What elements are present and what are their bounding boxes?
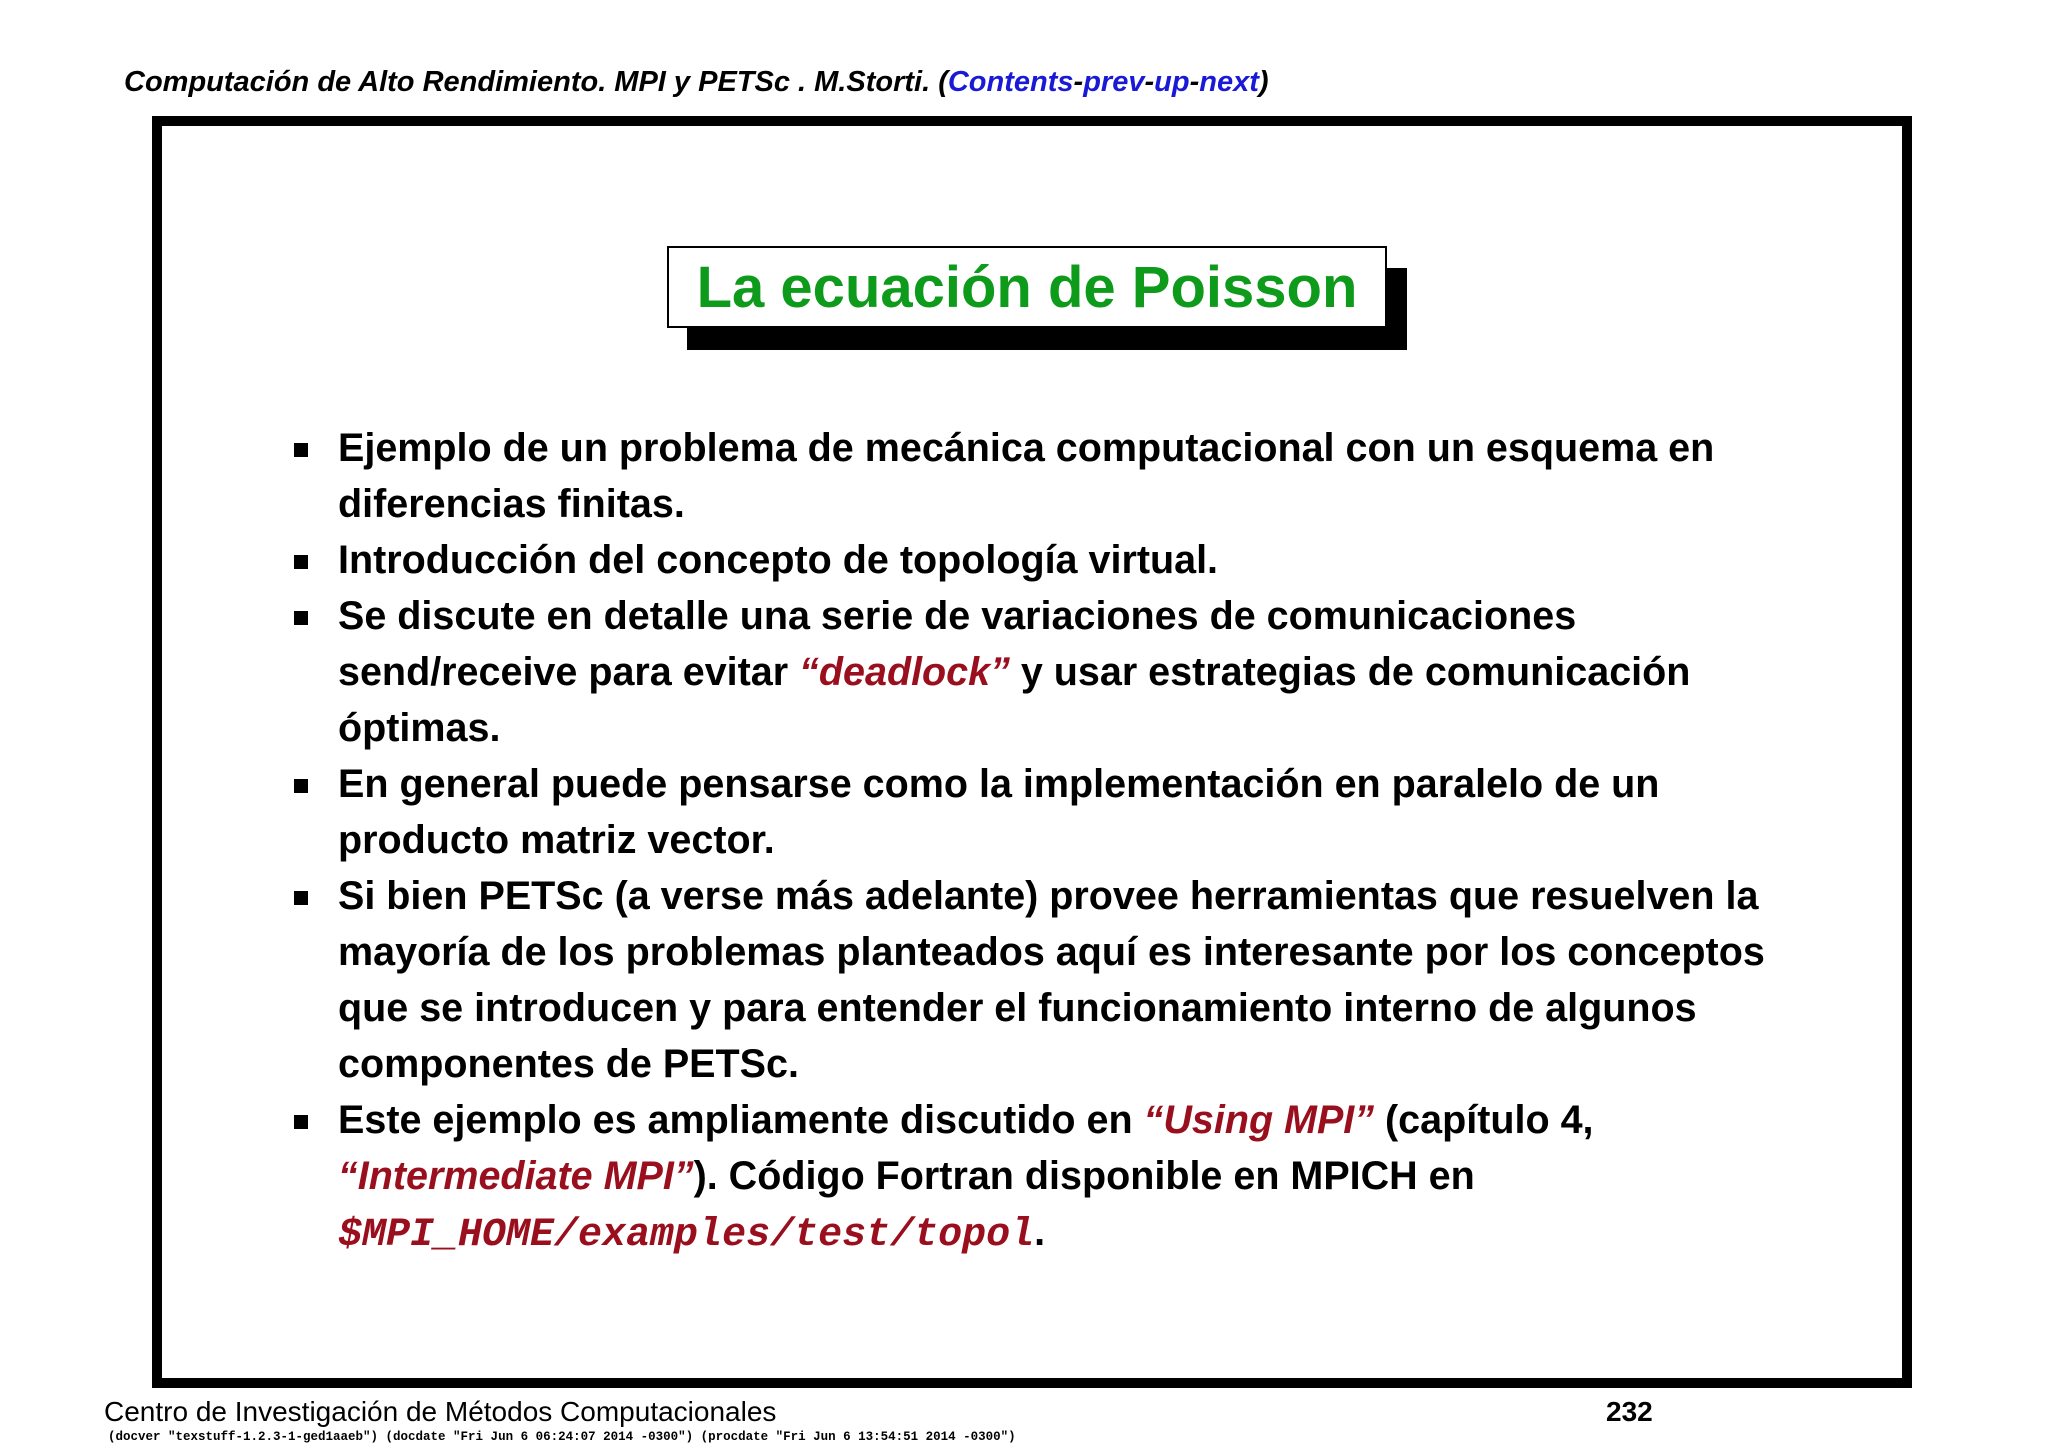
code-path: $MPI_HOME/examples/test/topol bbox=[338, 1213, 1035, 1258]
highlight-using-mpi: “Using MPI” bbox=[1143, 1098, 1375, 1142]
bullet-item bbox=[294, 868, 1814, 1092]
bullet-text: En general puede pensarse como la implementación en paralelo de un producto matriz vector. bbox=[338, 762, 1660, 862]
bullet-item bbox=[294, 1092, 1814, 1264]
slide-title: La ecuación de Poisson bbox=[696, 254, 1358, 320]
bullet-text: Este ejemplo es ampliamente discutido en bbox=[338, 1098, 1144, 1142]
highlight-intermediate-mpi: “Intermediate MPI” bbox=[338, 1154, 694, 1198]
nav-separator: - bbox=[1073, 66, 1084, 98]
nav-separator: - bbox=[1189, 66, 1200, 98]
bullet-text: ). Código Fortran disponible en MPICH en bbox=[693, 1154, 1475, 1198]
page-number: 232 bbox=[1606, 1396, 1653, 1427]
bullet-item bbox=[294, 588, 1814, 756]
nav-separator: - bbox=[1144, 66, 1155, 98]
slide-title-box bbox=[667, 246, 1387, 328]
nav-up-link[interactable]: up bbox=[1154, 66, 1190, 98]
nav-prev-link[interactable]: prev bbox=[1083, 66, 1145, 98]
bullet-text: Ejemplo de un problema de mecánica computacional con un esquema en diferencias finitas. bbox=[338, 426, 1715, 526]
footer-doc-meta: (docver "texstuff-1.2.3-1-ged1aaeb") (docdate "Fri Jun 6 06:24:07 2014 -0300") (procdate "Fri Jun 6 13:54:51 2014 -0300") bbox=[108, 1430, 1016, 1444]
nav-next-link[interactable]: next bbox=[1199, 66, 1259, 98]
bullet-list bbox=[294, 420, 1814, 1264]
bullet-item bbox=[294, 532, 1814, 588]
header-close-paren: ) bbox=[1258, 66, 1269, 98]
footer-institution: Centro de Investigación de Métodos Computacionales bbox=[104, 1396, 777, 1427]
bullet-item bbox=[294, 756, 1814, 868]
bullet-text: . bbox=[1034, 1210, 1046, 1254]
nav-contents-link[interactable]: Contents bbox=[947, 66, 1074, 98]
title-border bbox=[667, 246, 1387, 328]
page-header bbox=[124, 66, 1269, 99]
bullet-text: Se discute en detalle una serie de variaciones de comunicaciones send/receive para evitar bbox=[338, 594, 1577, 694]
bullet-text: y usar estrategias de comunicación óptimas. bbox=[338, 650, 1691, 750]
bullet-text: (capítulo 4, bbox=[1374, 1098, 1594, 1142]
highlight-deadlock: “deadlock” bbox=[799, 650, 1010, 694]
bullet-text: Si bien PETSc (a verse más adelante) provee herramientas que resuelven la mayoría de los problemas planteados aquí es interesante por los conceptos que se introducen y para entender el funcionamiento interno de algunos componentes de PETSc. bbox=[338, 874, 1765, 1086]
bullet-text: Introducción del concepto de topología virtual. bbox=[338, 538, 1219, 582]
bullet-item bbox=[294, 420, 1814, 532]
header-title: Computación de Alto Rendimiento. MPI y PETSc . M.Storti. ( bbox=[124, 66, 948, 98]
